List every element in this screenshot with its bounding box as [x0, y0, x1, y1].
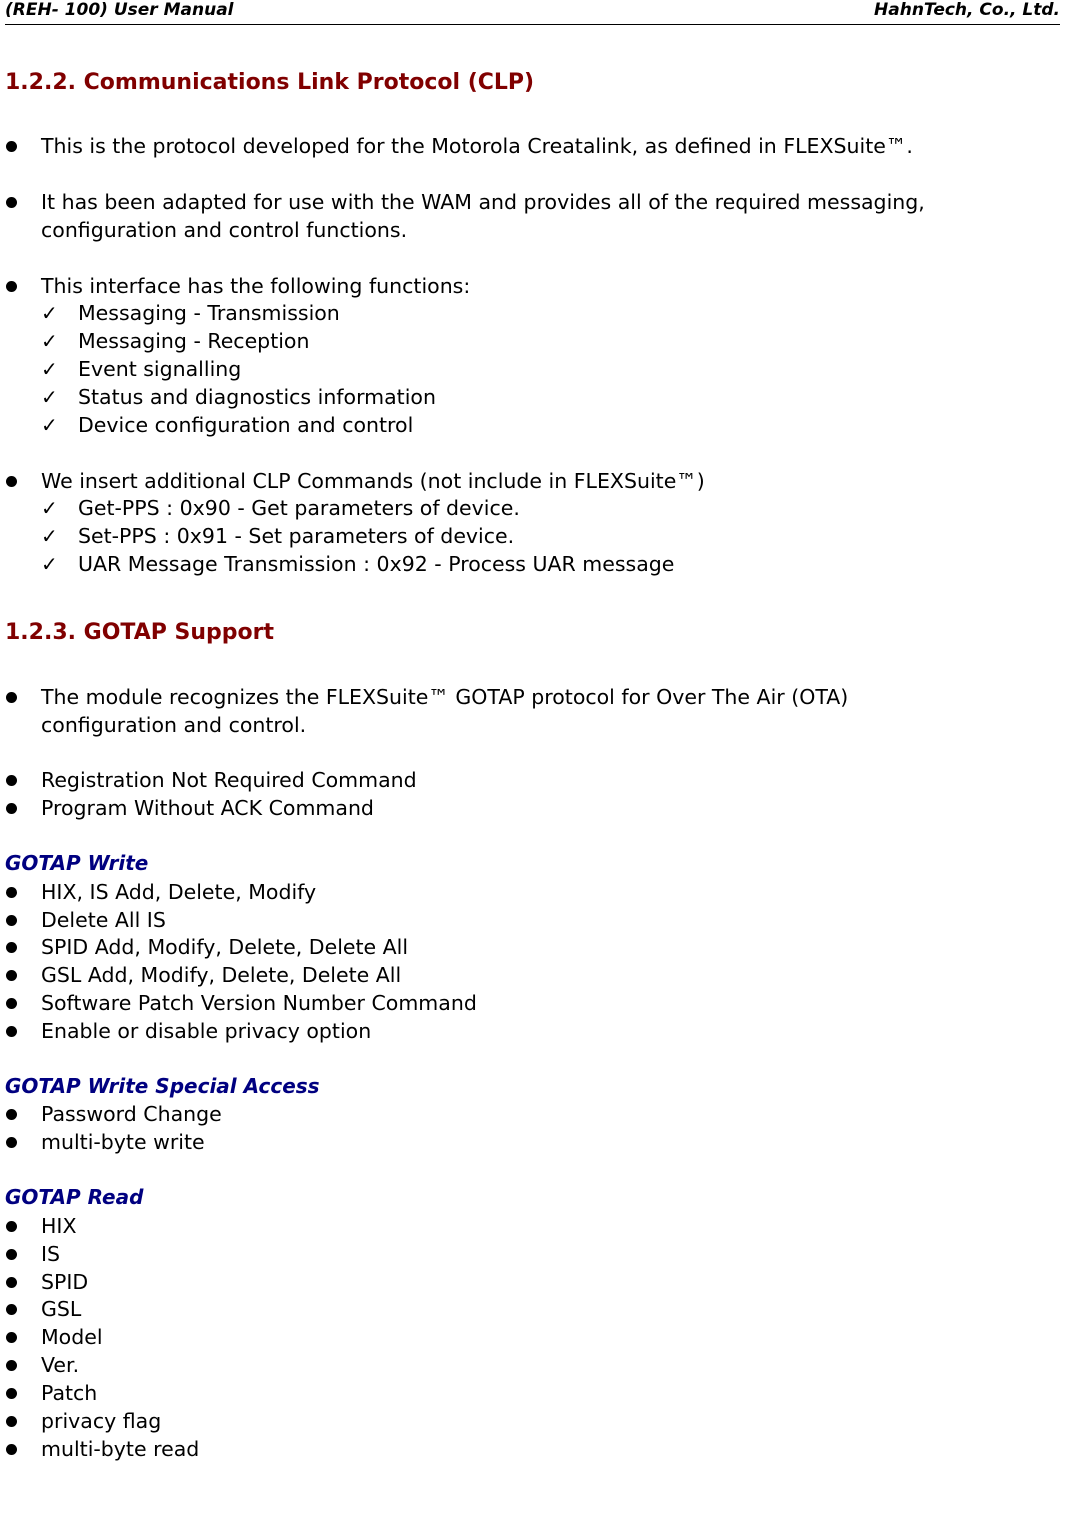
- list-item-text: configuration and control.: [41, 713, 307, 737]
- bullet-icon: [6, 476, 17, 487]
- list-item-text: Patch: [41, 1381, 98, 1405]
- list-item-text: Delete All IS: [41, 908, 166, 932]
- list-item-text: privacy flag: [41, 1409, 162, 1433]
- list-item-text: HIX, IS Add, Delete, Modify: [41, 880, 317, 904]
- bullet-icon: [6, 942, 17, 953]
- list-item-text: HIX: [41, 1214, 77, 1238]
- list-item-text: The module recognizes the FLEXSuite™ GOTAP protocol for Over The Air (OTA): [41, 685, 849, 709]
- list-item-text: multi-byte write: [41, 1130, 205, 1154]
- bullet-icon: [6, 141, 17, 152]
- bullet-icon: [6, 1444, 17, 1455]
- bullet-icon: [6, 998, 17, 1009]
- section-title-gotap: 1.2.3. GOTAP Support: [5, 620, 275, 645]
- list-item-text: Enable or disable privacy option: [41, 1019, 372, 1043]
- list-item-text: Software Patch Version Number Command: [41, 991, 477, 1015]
- bullet-icon: [6, 775, 17, 786]
- list-item-text: IS: [41, 1242, 61, 1266]
- bullet-icon: [6, 1249, 17, 1260]
- bullet-icon: [6, 1277, 17, 1288]
- bullet-icon: [6, 915, 17, 926]
- bullet-icon: [6, 1388, 17, 1399]
- list-item-text: GSL: [41, 1297, 82, 1321]
- list-item-text: Ver.: [41, 1353, 80, 1377]
- check-item-text: Messaging - Reception: [78, 329, 310, 353]
- bullet-icon: [6, 1416, 17, 1427]
- list-item-text: Program Without ACK Command: [41, 796, 374, 820]
- bullet-icon: [6, 1304, 17, 1315]
- list-item-text: configuration and control functions.: [41, 218, 408, 242]
- list-item-text: This is the protocol developed for the Motorola Creatalink, as defined in FLEXSuite™.: [41, 134, 913, 158]
- bullet-icon: [6, 803, 17, 814]
- list-item-text: multi-byte read: [41, 1437, 200, 1461]
- check-item-text: Status and diagnostics information: [78, 385, 436, 409]
- bullet-icon: [6, 1137, 17, 1148]
- checkmark-icon: ✓: [41, 524, 58, 548]
- checkmark-icon: ✓: [41, 385, 58, 409]
- list-item-text: This interface has the following functions:: [41, 274, 471, 298]
- bullet-icon: [6, 1026, 17, 1037]
- checkmark-icon: ✓: [41, 496, 58, 520]
- subsection-title-gotap-write-special: GOTAP Write Special Access: [5, 1074, 320, 1098]
- list-item-text: We insert additional CLP Commands (not include in FLEXSuite™): [41, 469, 705, 493]
- check-item-text: Device configuration and control: [78, 413, 414, 437]
- bullet-icon: [6, 887, 17, 898]
- check-item-text: Get-PPS : 0x90 - Get parameters of device.: [78, 496, 520, 520]
- bullet-icon: [6, 1109, 17, 1120]
- bullet-icon: [6, 692, 17, 703]
- check-item-text: Messaging - Transmission: [78, 301, 340, 325]
- list-item-text: Registration Not Required Command: [41, 768, 417, 792]
- bullet-icon: [6, 1360, 17, 1371]
- subsection-title-gotap-write: GOTAP Write: [5, 851, 149, 875]
- subsection-title-gotap-read: GOTAP Read: [5, 1185, 144, 1209]
- checkmark-icon: ✓: [41, 301, 58, 325]
- bullet-icon: [6, 197, 17, 208]
- check-item-text: Set-PPS : 0x91 - Set parameters of device.: [78, 524, 515, 548]
- list-item-text: Password Change: [41, 1102, 222, 1126]
- header-company: HahnTech, Co., Ltd.: [874, 0, 1060, 20]
- bullet-icon: [6, 970, 17, 981]
- header-doc-title: (REH- 100) User Manual: [5, 0, 234, 20]
- list-item-text: It has been adapted for use with the WAM and provides all of the required messaging,: [41, 190, 925, 214]
- bullet-icon: [6, 1332, 17, 1343]
- checkmark-icon: ✓: [41, 329, 58, 353]
- bullet-icon: [6, 281, 17, 292]
- page-header: [5, 0, 1060, 25]
- check-item-text: UAR Message Transmission : 0x92 - Process UAR message: [78, 552, 675, 576]
- list-item-text: Model: [41, 1325, 103, 1349]
- checkmark-icon: ✓: [41, 357, 58, 381]
- list-item-text: SPID: [41, 1270, 89, 1294]
- checkmark-icon: ✓: [41, 552, 58, 576]
- bullet-icon: [6, 1221, 17, 1232]
- check-item-text: Event signalling: [78, 357, 242, 381]
- checkmark-icon: ✓: [41, 413, 58, 437]
- list-item-text: GSL Add, Modify, Delete, Delete All: [41, 963, 402, 987]
- list-item-text: SPID Add, Modify, Delete, Delete All: [41, 935, 409, 959]
- section-title-clp: 1.2.2. Communications Link Protocol (CLP): [5, 70, 535, 95]
